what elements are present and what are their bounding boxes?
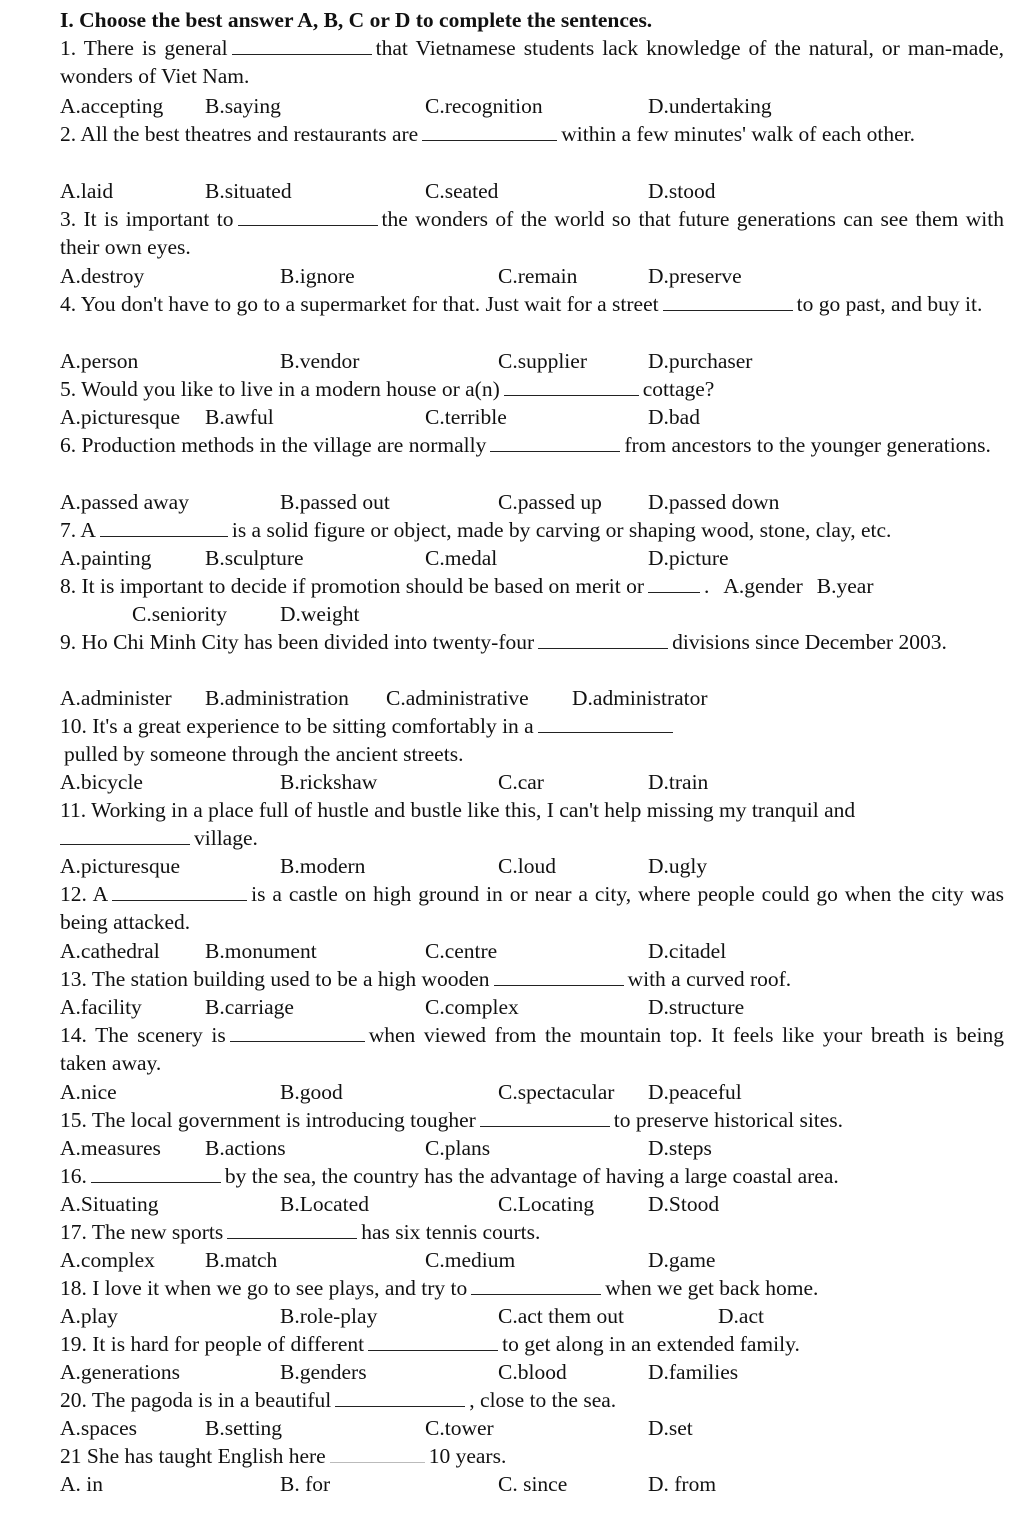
question-15 bbox=[60, 1106, 1004, 1134]
question-19 bbox=[60, 1330, 1004, 1358]
option-b[interactable]: B.passed out bbox=[280, 490, 390, 514]
question-10-line-2 bbox=[64, 740, 1008, 768]
answer-blank[interactable] bbox=[471, 1276, 601, 1295]
question-text: 16. bbox=[60, 1164, 87, 1188]
question-text: when viewed from the mountain top. It feels like your breath is being taken away. bbox=[60, 1023, 1004, 1076]
answer-blank[interactable] bbox=[368, 1332, 498, 1351]
options-15 bbox=[60, 1134, 1004, 1162]
options-17 bbox=[60, 1246, 1004, 1274]
option-c[interactable]: C.spectacular bbox=[498, 1080, 615, 1104]
options-13 bbox=[60, 993, 1004, 1021]
question-text: 7. A bbox=[60, 518, 96, 542]
options-20 bbox=[60, 1414, 1004, 1442]
option-b[interactable]: B.situated bbox=[205, 179, 292, 203]
option-d[interactable]: D.peaceful bbox=[648, 1080, 742, 1104]
option-a[interactable]: A.nice bbox=[60, 1080, 117, 1104]
option-a[interactable]: A.accepting bbox=[60, 94, 164, 118]
question-14 bbox=[60, 1021, 1004, 1078]
question-13 bbox=[60, 965, 1004, 993]
answer-blank[interactable] bbox=[422, 122, 557, 141]
question-text: within a few minutes' walk of each other. bbox=[561, 122, 915, 146]
options-7 bbox=[60, 544, 1004, 572]
option-c[interactable]: C.Locating bbox=[498, 1192, 595, 1216]
question-7 bbox=[60, 516, 1004, 544]
option-c[interactable]: C.loud bbox=[498, 854, 556, 878]
option-a[interactable]: A.cathedral bbox=[60, 939, 160, 963]
option-d[interactable]: D.act bbox=[718, 1304, 764, 1328]
option-b[interactable]: B.setting bbox=[205, 1416, 283, 1440]
question-text: divisions since December 2003. bbox=[672, 630, 947, 654]
options-16 bbox=[60, 1190, 1004, 1218]
question-18 bbox=[60, 1274, 1004, 1302]
option-c[interactable]: C.seniority bbox=[132, 602, 227, 626]
question-1 bbox=[60, 34, 1004, 91]
question-text: is a solid figure or object, made by carving or shaping wood, stone, clay, etc. bbox=[231, 518, 892, 542]
options-9 bbox=[60, 684, 1004, 712]
answer-blank[interactable] bbox=[538, 714, 673, 733]
question-5 bbox=[60, 375, 1004, 403]
option-d[interactable]: D. from bbox=[648, 1472, 717, 1496]
answer-blank[interactable] bbox=[538, 630, 668, 649]
option-a[interactable]: A.painting bbox=[60, 546, 152, 570]
option-c[interactable]: C.act them out bbox=[498, 1304, 624, 1328]
option-c[interactable]: C.recognition bbox=[425, 94, 543, 118]
option-b[interactable]: B.rickshaw bbox=[280, 770, 378, 794]
option-b[interactable]: B.actions bbox=[205, 1136, 286, 1160]
options-10 bbox=[60, 768, 1004, 796]
option-c[interactable]: C.terrible bbox=[425, 405, 507, 429]
question-text: that Vietnamese students lack knowledge of the natural, or man-made, wonders of Viet Nam. bbox=[60, 36, 1004, 89]
options-2 bbox=[60, 177, 1004, 205]
question-text: 10. It's a great experience to be sitting comfortably in a bbox=[60, 714, 534, 738]
option-b[interactable]: B.sculpture bbox=[205, 546, 304, 570]
option-b[interactable]: B.saying bbox=[205, 94, 281, 118]
question-text: 21 She has taught English here bbox=[60, 1444, 326, 1468]
question-text: 19. It is hard for people of different bbox=[60, 1332, 365, 1356]
option-a[interactable]: A.measures bbox=[60, 1136, 161, 1160]
question-text: 4. You don't have to go to a supermarket for that. Just wait for a street bbox=[60, 292, 659, 316]
option-b[interactable]: B. for bbox=[280, 1472, 331, 1496]
option-b[interactable]: B.ignore bbox=[280, 264, 355, 288]
option-a[interactable]: A.person bbox=[60, 349, 139, 373]
question-17 bbox=[60, 1218, 1004, 1246]
option-b[interactable]: B.good bbox=[280, 1080, 343, 1104]
section-heading: I. Choose the best answer A, B, C or D to complete the sentences. bbox=[60, 8, 653, 32]
option-b[interactable]: B.carriage bbox=[205, 995, 294, 1019]
option-c[interactable]: C.blood bbox=[498, 1360, 567, 1384]
option-c[interactable]: C.remain bbox=[498, 264, 578, 288]
option-a[interactable]: A.administer bbox=[60, 686, 172, 710]
question-text: 17. The new sports bbox=[60, 1220, 224, 1244]
option-a[interactable]: A.picturesque bbox=[60, 854, 181, 878]
option-b[interactable]: B.match bbox=[205, 1248, 278, 1272]
question-text: the wonders of the world so that future generations can see them with their own eyes. bbox=[60, 207, 1004, 260]
option-b[interactable]: B.vendor bbox=[280, 349, 360, 373]
answer-blank[interactable] bbox=[230, 1023, 365, 1042]
option-a[interactable]: A.spaces bbox=[60, 1416, 138, 1440]
options-14 bbox=[60, 1078, 1004, 1106]
option-c[interactable]: C.tower bbox=[425, 1416, 494, 1440]
option-c[interactable]: C.medium bbox=[425, 1248, 516, 1272]
answer-blank[interactable] bbox=[100, 518, 228, 537]
option-d[interactable]: D.preserve bbox=[648, 264, 742, 288]
options-18 bbox=[60, 1302, 1004, 1330]
option-d[interactable]: D.Stood bbox=[648, 1192, 720, 1216]
options-5 bbox=[60, 403, 1004, 431]
option-a[interactable]: A.bicycle bbox=[60, 770, 143, 794]
option-a[interactable]: A.play bbox=[60, 1304, 118, 1328]
answer-blank[interactable] bbox=[330, 1444, 425, 1463]
question-6 bbox=[60, 431, 1004, 459]
question-text: is a castle on high ground in or near a city, where people could go when the city was being attacked. bbox=[60, 882, 1004, 935]
question-4 bbox=[60, 290, 1004, 318]
question-text: pulled by someone through the ancient streets. bbox=[64, 742, 464, 766]
question-11-line-2 bbox=[60, 824, 1004, 852]
option-a[interactable]: A.Situating bbox=[60, 1192, 159, 1216]
answer-blank[interactable] bbox=[648, 574, 700, 593]
question-text: cottage? bbox=[642, 377, 715, 401]
answer-blank[interactable] bbox=[494, 967, 624, 986]
option-d[interactable]: D.game bbox=[648, 1248, 716, 1272]
option-a[interactable]: A.generations bbox=[60, 1360, 181, 1384]
question-12 bbox=[60, 880, 1004, 937]
answer-blank[interactable] bbox=[480, 1108, 610, 1127]
question-text: . bbox=[703, 574, 710, 598]
question-text: 3. It is important to bbox=[60, 207, 234, 231]
answer-blank[interactable] bbox=[490, 433, 620, 452]
question-text: 14. The scenery is bbox=[60, 1023, 226, 1047]
options-21 bbox=[60, 1470, 1004, 1498]
option-c[interactable]: C.passed up bbox=[498, 490, 602, 514]
question-text: to get along in an extended family. bbox=[502, 1332, 800, 1356]
option-d[interactable]: D.stood bbox=[648, 179, 716, 203]
option-b[interactable]: B.Located bbox=[280, 1192, 369, 1216]
question-text: 18. I love it when we go to see plays, and try to bbox=[60, 1276, 468, 1300]
question-text: village. bbox=[194, 826, 258, 850]
option-d[interactable]: D.picture bbox=[648, 546, 729, 570]
question-9 bbox=[60, 628, 1004, 656]
option-c[interactable]: C.supplier bbox=[498, 349, 587, 373]
question-text: 12. A bbox=[60, 882, 109, 906]
option-b[interactable]: B.monument bbox=[205, 939, 317, 963]
option-a[interactable]: A.facility bbox=[60, 995, 142, 1019]
question-text: 15. The local government is introducing tougher bbox=[60, 1108, 476, 1132]
option-d[interactable]: D.train bbox=[648, 770, 709, 794]
answer-blank[interactable] bbox=[60, 826, 190, 845]
options-12 bbox=[60, 937, 1004, 965]
question-2 bbox=[60, 120, 1004, 148]
option-b[interactable]: B.administration bbox=[205, 686, 349, 710]
option-c[interactable]: C. since bbox=[498, 1472, 568, 1496]
answer-blank[interactable] bbox=[663, 292, 793, 311]
question-text: 5. Would you like to live in a modern house or a(n) bbox=[60, 377, 500, 401]
question-20 bbox=[60, 1386, 1004, 1414]
option-d[interactable]: D.set bbox=[648, 1416, 693, 1440]
options-6 bbox=[60, 488, 1004, 516]
option-d[interactable]: D.passed down bbox=[648, 490, 780, 514]
answer-blank[interactable] bbox=[335, 1388, 465, 1407]
option-d[interactable]: D.bad bbox=[648, 405, 700, 429]
question-16 bbox=[60, 1162, 1004, 1190]
question-text: 20. The pagoda is in a beautiful bbox=[60, 1388, 332, 1412]
question-text: 13. The station building used to be a high wooden bbox=[60, 967, 490, 991]
question-text: when we get back home. bbox=[605, 1276, 819, 1300]
option-a[interactable]: A.laid bbox=[60, 179, 114, 203]
option-d[interactable]: D.administrator bbox=[572, 686, 708, 710]
option-b[interactable]: B.genders bbox=[280, 1360, 367, 1384]
option-d[interactable]: D.weight bbox=[280, 602, 360, 626]
option-b[interactable]: B.year bbox=[816, 574, 874, 598]
question-text: 2. All the best theatres and restaurants are bbox=[60, 122, 419, 146]
question-text: 11. Working in a place full of hustle and bustle like this, I can't help missing my tranquil and bbox=[60, 798, 856, 822]
option-d[interactable]: D.purchaser bbox=[648, 349, 753, 373]
answer-blank[interactable] bbox=[227, 1220, 357, 1239]
question-21 bbox=[60, 1442, 1004, 1470]
question-11 bbox=[60, 796, 1004, 824]
option-b[interactable]: B.awful bbox=[205, 405, 274, 429]
question-text: from ancestors to the younger generations. bbox=[624, 433, 991, 457]
options-11 bbox=[60, 852, 1004, 880]
answer-blank[interactable] bbox=[91, 1164, 221, 1183]
option-c[interactable]: C.complex bbox=[425, 995, 519, 1019]
question-text: to go past, and buy it. bbox=[796, 292, 983, 316]
question-text: has six tennis courts. bbox=[361, 1220, 541, 1244]
option-b[interactable]: B.role-play bbox=[280, 1304, 378, 1328]
option-d[interactable]: D.undertaking bbox=[648, 94, 772, 118]
question-text: by the sea, the country has the advantage of having a large coastal area. bbox=[224, 1164, 839, 1188]
option-d[interactable]: D.ugly bbox=[648, 854, 708, 878]
answer-blank[interactable] bbox=[232, 36, 372, 55]
answer-blank[interactable] bbox=[504, 377, 639, 396]
question-text: to preserve historical sites. bbox=[613, 1108, 844, 1132]
question-text: 1. There is general bbox=[60, 36, 228, 60]
option-d[interactable]: D.citadel bbox=[648, 939, 727, 963]
question-8 bbox=[60, 572, 1004, 600]
option-b[interactable]: B.modern bbox=[280, 854, 366, 878]
option-d[interactable]: D.steps bbox=[648, 1136, 712, 1160]
question-10 bbox=[60, 712, 1004, 740]
option-d[interactable]: D.structure bbox=[648, 995, 745, 1019]
options-19 bbox=[60, 1358, 1004, 1386]
options-8 bbox=[60, 600, 1004, 628]
option-a[interactable]: A.picturesque bbox=[60, 405, 181, 429]
option-a[interactable]: A.destroy bbox=[60, 264, 145, 288]
option-a[interactable]: A.complex bbox=[60, 1248, 155, 1272]
option-c[interactable]: C.plans bbox=[425, 1136, 491, 1160]
question-text: with a curved roof. bbox=[627, 967, 792, 991]
option-d[interactable]: D.families bbox=[648, 1360, 739, 1384]
question-text: 10 years. bbox=[428, 1444, 507, 1468]
question-text: , close to the sea. bbox=[469, 1388, 617, 1412]
option-a[interactable]: A.gender bbox=[723, 574, 803, 598]
option-c[interactable]: C.medal bbox=[425, 546, 498, 570]
options-4 bbox=[60, 347, 1004, 375]
question-text: 9. Ho Chi Minh City has been divided into twenty-four bbox=[60, 630, 535, 654]
option-c[interactable]: C.administrative bbox=[386, 686, 529, 710]
option-c[interactable]: C.car bbox=[498, 770, 544, 794]
question-3 bbox=[60, 205, 1004, 262]
option-a[interactable]: A. in bbox=[60, 1472, 103, 1496]
options-1 bbox=[60, 92, 1004, 120]
answer-blank[interactable] bbox=[238, 207, 378, 226]
options-3 bbox=[60, 262, 1004, 290]
option-a[interactable]: A.passed away bbox=[60, 490, 189, 514]
answer-blank[interactable] bbox=[112, 882, 247, 901]
option-c[interactable]: C.seated bbox=[425, 179, 499, 203]
question-text: 6. Production methods in the village are normally bbox=[60, 433, 487, 457]
question-text: 8. It is important to decide if promotion should be based on merit or bbox=[60, 574, 644, 598]
option-c[interactable]: C.centre bbox=[425, 939, 498, 963]
